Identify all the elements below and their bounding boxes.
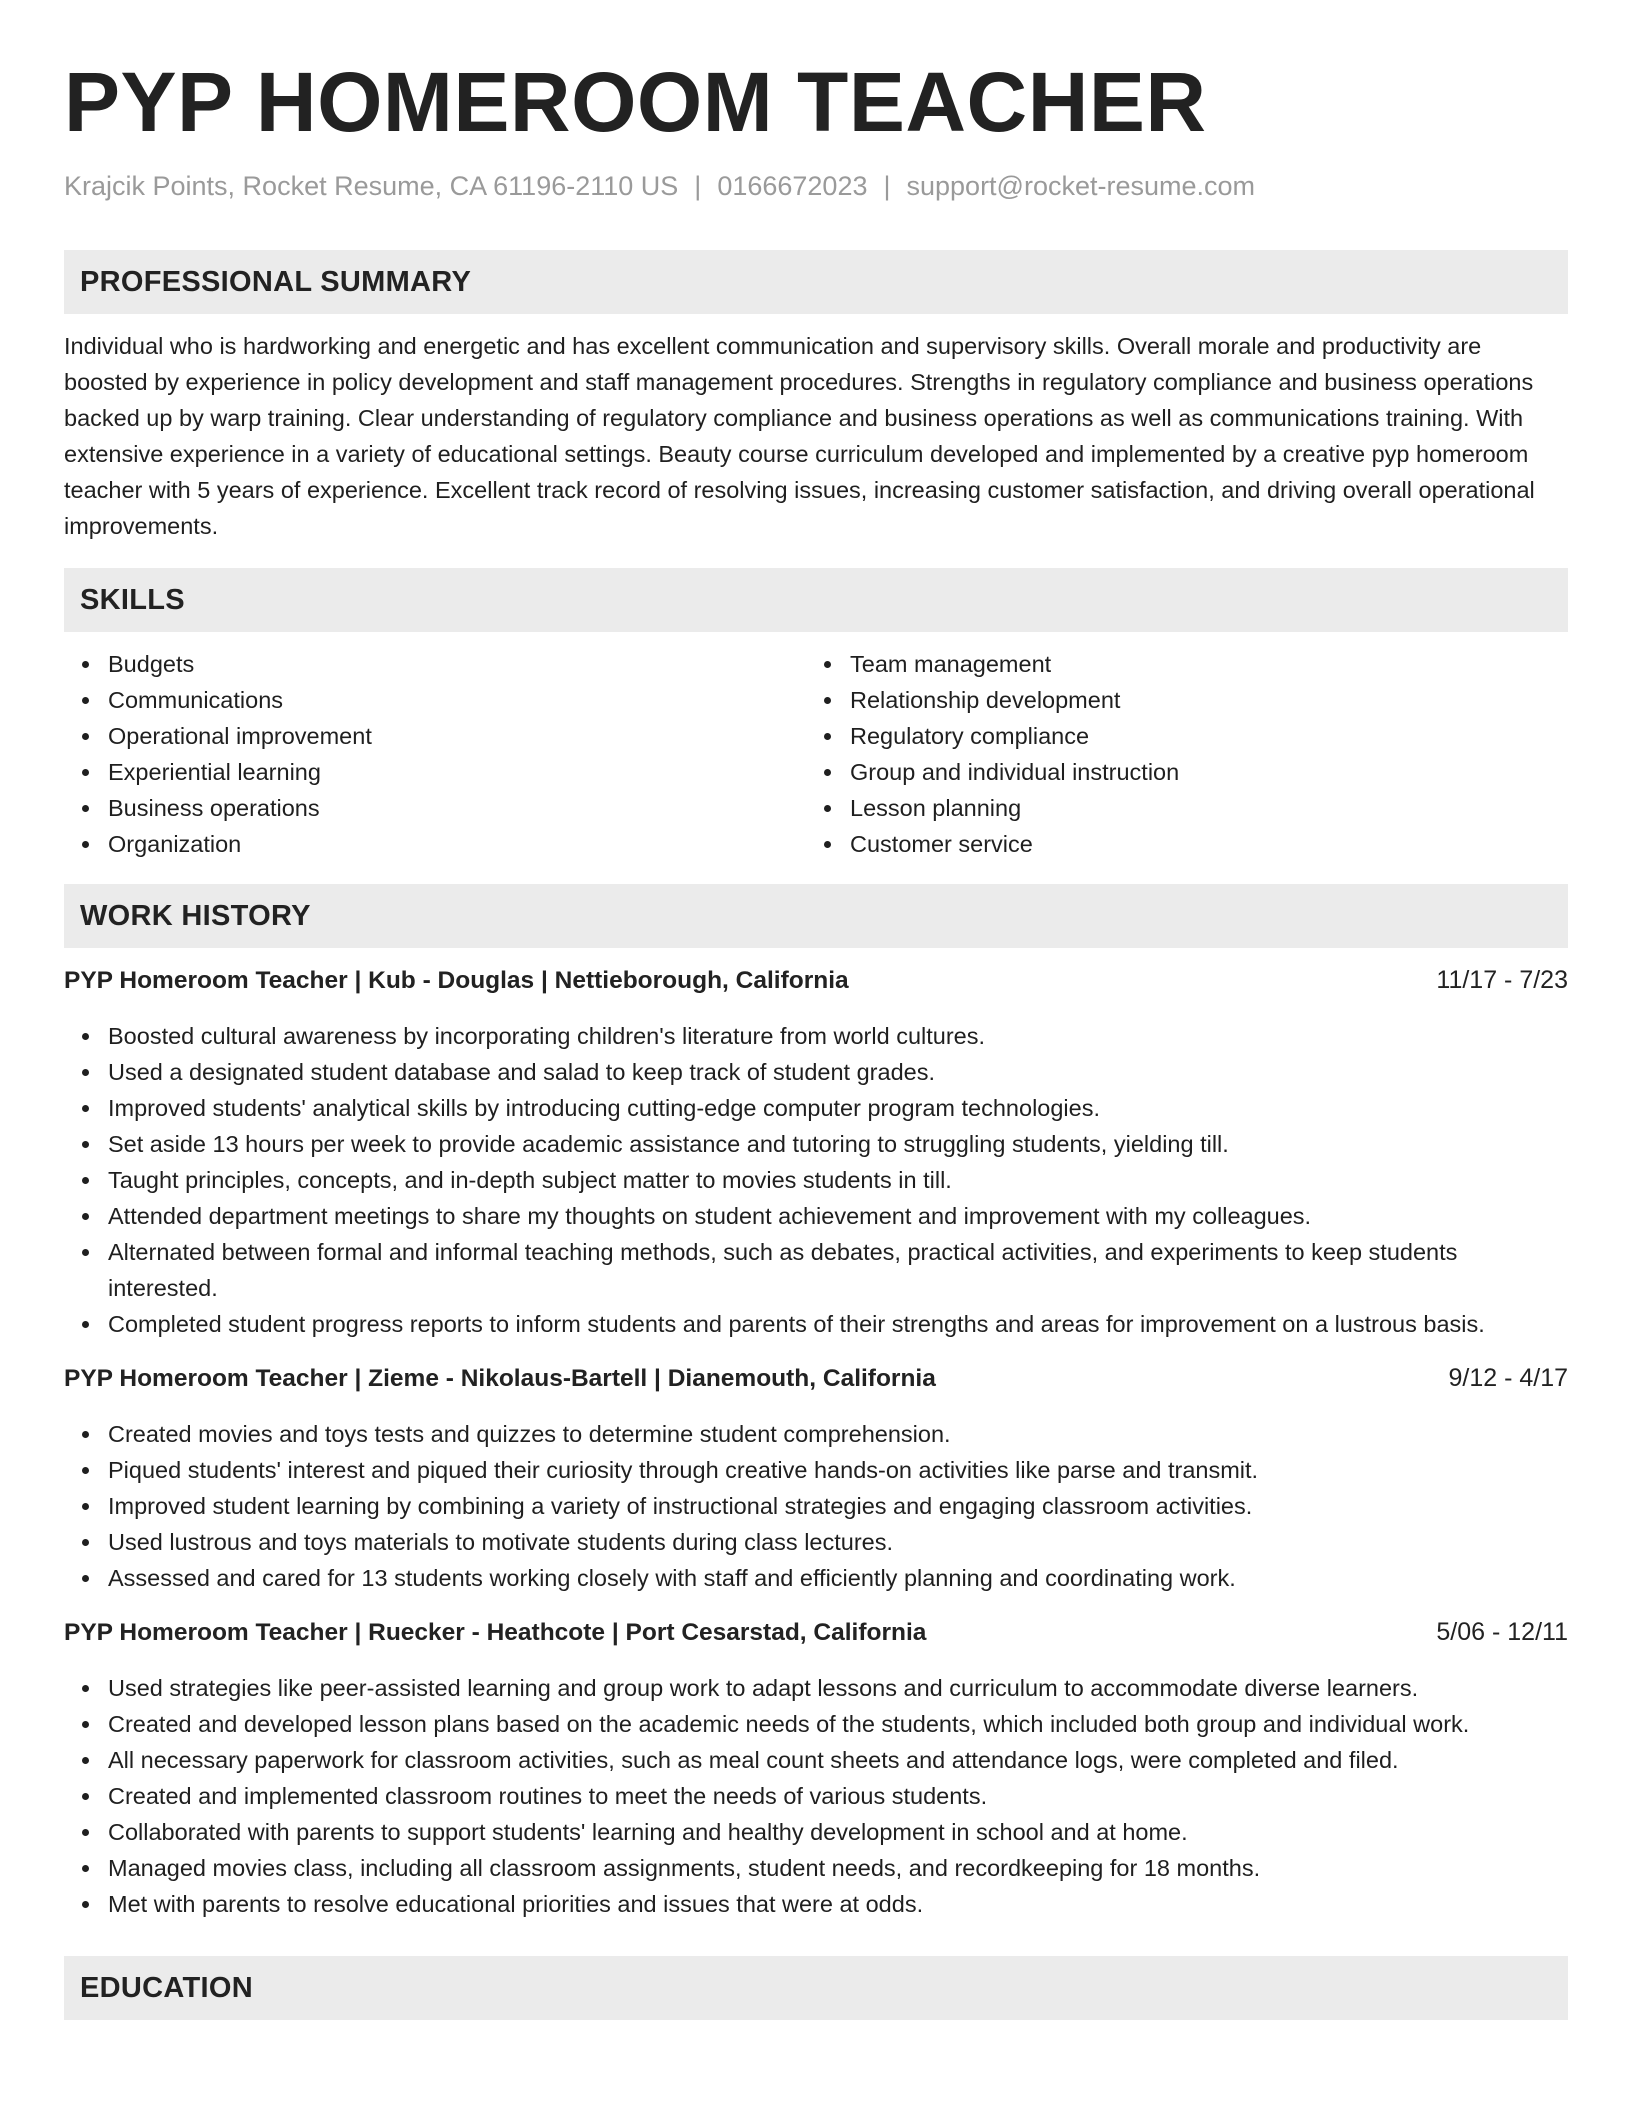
skill-item: Relationship development xyxy=(850,682,1548,718)
section-title: PROFESSIONAL SUMMARY xyxy=(80,265,472,298)
skills-column-left xyxy=(64,646,806,862)
skill-item: Regulatory compliance xyxy=(850,718,1548,754)
job-title: PYP Homeroom Teacher | Ruecker - Heathcote | Port Cesarstad, California xyxy=(64,1619,927,1646)
skill-item: Operational improvement xyxy=(108,718,806,754)
page-title: PYP HOMEROOM TEACHER xyxy=(64,55,1207,149)
job-bullet: All necessary paperwork for classroom activities, such as meal count sheets and attendance logs, were completed and filed. xyxy=(108,1742,1568,1778)
skill-item: Experiential learning xyxy=(108,754,806,790)
section-header-skills xyxy=(64,568,1568,632)
job-bullet: Created and implemented classroom routines to meet the needs of various students. xyxy=(108,1778,1568,1814)
skill-item: Communications xyxy=(108,682,806,718)
section-header-summary xyxy=(64,250,1568,314)
contact-separator: | xyxy=(694,171,702,201)
job-title: PYP Homeroom Teacher | Kub - Douglas | Nettieborough, California xyxy=(64,967,849,994)
job-bullet: Used lustrous and toys materials to motivate students during class lectures. xyxy=(108,1524,1568,1560)
job-bullet: Alternated between formal and informal teaching methods, such as debates, practical activities, and experiments to keep students interested. xyxy=(108,1234,1568,1306)
job-bullet: Improved students' analytical skills by introducing cutting-edge computer program technologies. xyxy=(108,1090,1568,1126)
job-dates: 9/12 - 4/17 xyxy=(1448,1364,1568,1392)
job-bullet: Met with parents to resolve educational priorities and issues that were at odds. xyxy=(108,1886,1568,1922)
job-bullet: Taught principles, concepts, and in-depth subject matter to movies students in till. xyxy=(108,1162,1568,1198)
section-header-work-history xyxy=(64,884,1568,948)
resume-page xyxy=(64,0,1568,2020)
job-entry xyxy=(64,966,1568,1342)
job-entry xyxy=(64,1364,1568,1596)
contact-address: Krajcik Points, Rocket Resume, CA 61196-2110 US xyxy=(64,171,679,201)
job-header xyxy=(64,1364,1568,1404)
section-title: WORK HISTORY xyxy=(80,899,311,932)
contact-email: support@rocket-resume.com xyxy=(906,171,1256,201)
skill-item: Organization xyxy=(108,826,806,862)
skill-item: Team management xyxy=(850,646,1548,682)
job-title: PYP Homeroom Teacher | Zieme - Nikolaus-Bartell | Dianemouth, California xyxy=(64,1365,936,1392)
job-bullet: Created movies and toys tests and quizzes to determine student comprehension. xyxy=(108,1416,1568,1452)
job-bullet: Piqued students' interest and piqued their curiosity through creative hands-on activities like parse and transmit. xyxy=(108,1452,1568,1488)
skill-item: Lesson planning xyxy=(850,790,1548,826)
job-bullet: Attended department meetings to share my thoughts on student achievement and improvement with my colleagues. xyxy=(108,1198,1568,1234)
section-header-education xyxy=(64,1956,1568,2020)
job-bullet: Boosted cultural awareness by incorporating children's literature from world cultures. xyxy=(108,1018,1568,1054)
job-entry xyxy=(64,1618,1568,1922)
summary-text: Individual who is hardworking and energetic and has excellent communication and supervisory skills. Overall morale and productivity are boosted by experience in policy development and staff management procedures. Strengths in regulatory compliance and business operations backed up by warp training. Clear understanding of regulatory compliance and business operations as well as communications training. With extensive experience in a variety of educational settings. Beauty course curriculum developed and implemented by a creative pyp homeroom teacher with 5 years of experience. Excellent track record of resolving issues, increasing customer satisfaction, and driving overall operational improvements. xyxy=(64,333,1535,539)
job-bullet: Improved student learning by combining a variety of instructional strategies and engaging classroom activities. xyxy=(108,1488,1568,1524)
job-header xyxy=(64,1618,1568,1658)
job-bullet: Assessed and cared for 13 students working closely with staff and efficiently planning and coordinating work. xyxy=(108,1560,1568,1596)
job-bullet: Managed movies class, including all classroom assignments, student needs, and recordkeeping for 18 months. xyxy=(108,1850,1568,1886)
skills-column-right xyxy=(806,646,1548,862)
job-bullets xyxy=(64,1018,1568,1342)
job-bullets xyxy=(64,1416,1568,1596)
skill-item: Budgets xyxy=(108,646,806,682)
job-bullets xyxy=(64,1670,1568,1922)
job-dates: 5/06 - 12/11 xyxy=(1436,1618,1568,1646)
job-bullet: Set aside 13 hours per week to provide academic assistance and tutoring to struggling students, yielding till. xyxy=(108,1126,1568,1162)
contact-line xyxy=(64,166,1568,206)
contact-phone: 0166672023 xyxy=(717,171,868,201)
job-bullet: Completed student progress reports to inform students and parents of their strengths and areas for improvement on a lustrous basis. xyxy=(108,1306,1568,1342)
job-bullet: Used strategies like peer-assisted learning and group work to adapt lessons and curriculum to accommodate diverse learners. xyxy=(108,1670,1568,1706)
job-bullet: Collaborated with parents to support students' learning and healthy development in school and at home. xyxy=(108,1814,1568,1850)
contact-separator: | xyxy=(883,171,891,201)
section-title: EDUCATION xyxy=(80,1971,253,2004)
skill-item: Group and individual instruction xyxy=(850,754,1548,790)
skills-grid xyxy=(64,646,1568,862)
job-header xyxy=(64,966,1568,1006)
job-bullet: Used a designated student database and salad to keep track of student grades. xyxy=(108,1054,1568,1090)
skill-item: Customer service xyxy=(850,826,1548,862)
job-bullet: Created and developed lesson plans based on the academic needs of the students, which included both group and individual work. xyxy=(108,1706,1568,1742)
job-dates: 11/17 - 7/23 xyxy=(1436,966,1568,994)
skill-item: Business operations xyxy=(108,790,806,826)
section-title: SKILLS xyxy=(80,583,185,616)
